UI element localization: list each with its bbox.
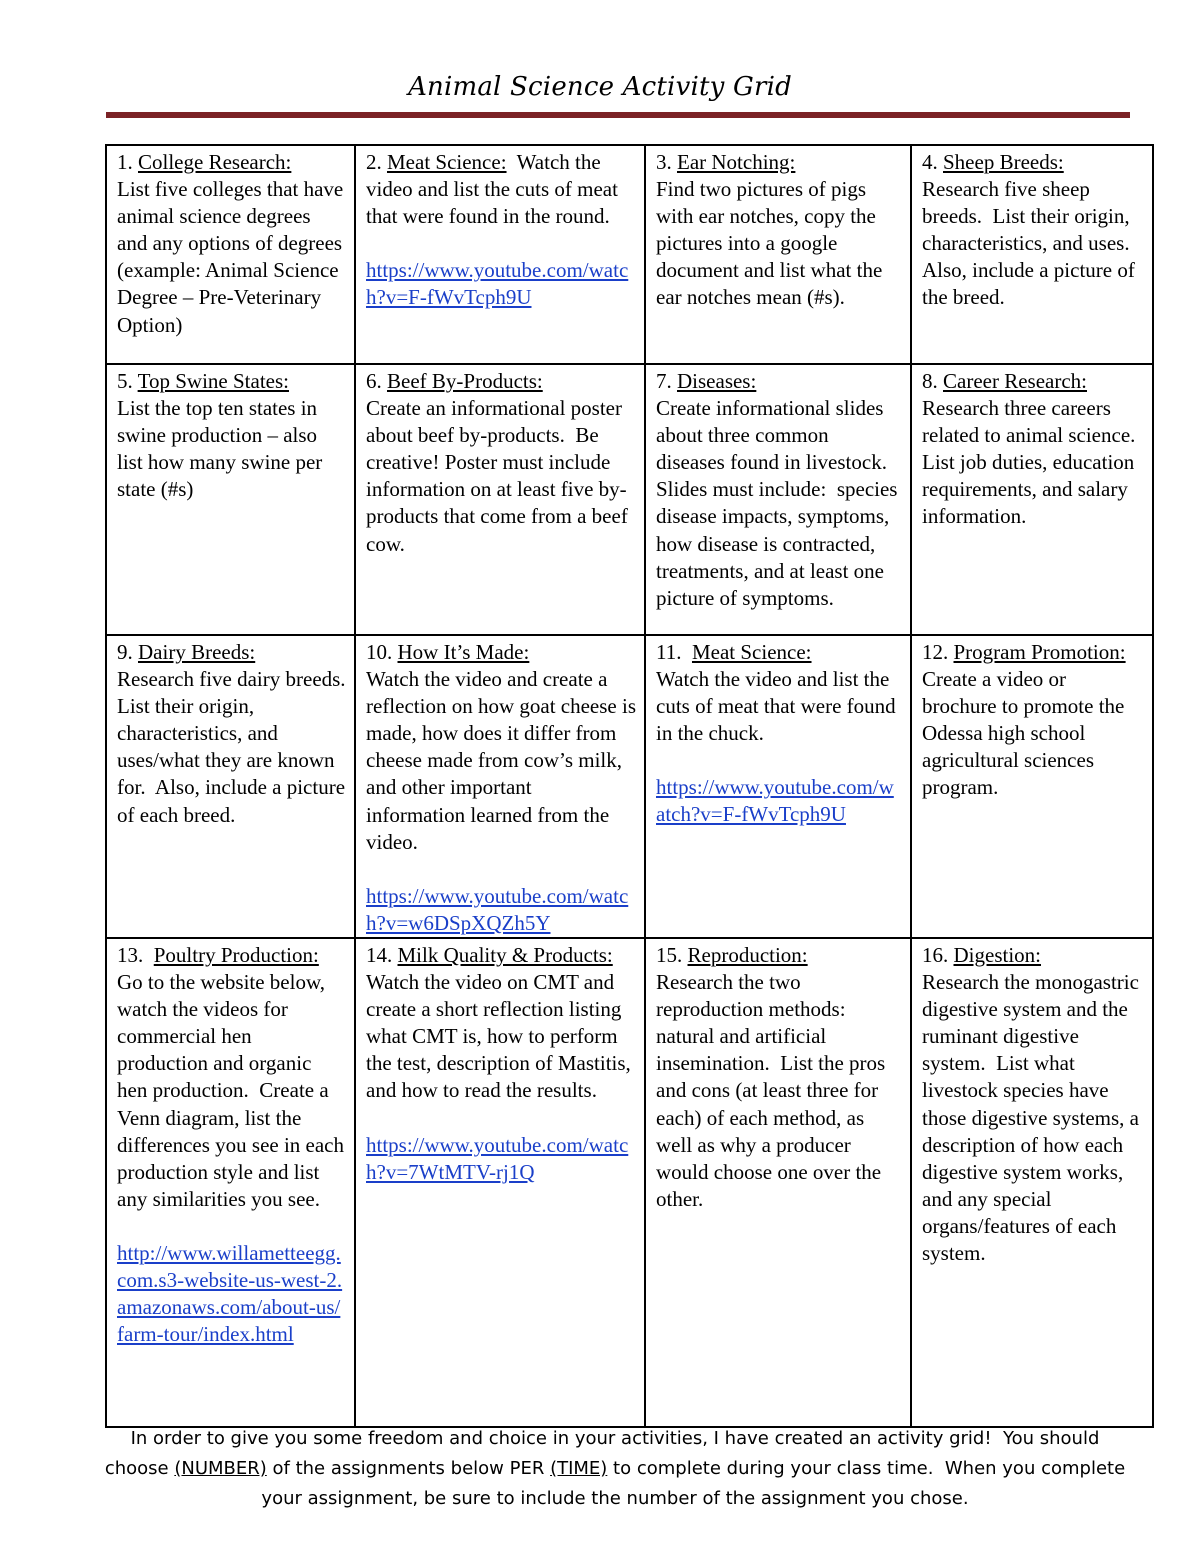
activity-number: 1. [117,150,138,174]
activity-heading: Diseases: [677,369,757,393]
grid-row [106,635,1153,938]
activity-number: 16. [922,942,954,967]
activity-description: Watch the video on CMT and create a short reflection listing what CMT is, how to perform the test, description of Mastitis, and how to read the results. [366,970,631,1103]
activity-heading: Poultry Production: [153,942,319,967]
activity-description: Go to the website below, watch the videos for commercial hen production and organic hen production. Create a Venn diagram, list the differences you see in each production style and list any similarities you see. [117,970,350,1211]
activity-number: 11. [656,640,692,664]
activity-number: 13. [117,942,154,967]
activity-number: 4. [922,150,943,174]
activity-number: 9. [117,640,138,664]
page-title: Animal Science Activity Grid [408,72,792,102]
activity-description: Research five dairy breeds. List their origin, characteristics, and uses/what they are known for. Also, include a picture of each breed. [117,667,357,827]
activity-cell-11 [645,635,911,938]
activity-number: 3. [656,150,677,174]
activity-cell-8 [911,364,1153,635]
instructions-text-1: In order to give you some freedom and choice in your activities, I have created an activity grid! You should choose [104,1428,1106,1479]
number-placeholder: (NUMBER) [174,1458,267,1479]
activity-heading: Program Promotion: [953,640,1126,664]
grid-row [106,145,1153,364]
time-placeholder: (TIME) [550,1458,608,1479]
activity-number: 12. [922,640,954,664]
activity-heading: College Research: [138,150,292,174]
activity-cell-2 [355,145,645,364]
activity-description: Watch the video and list the cuts of meat that were found in the chuck. [656,667,896,746]
activity-heading: Beef By-Products: [387,369,543,393]
activity-cell-10 [355,635,645,938]
activity-cell-12 [911,635,1153,938]
instructions-footer [100,1424,1130,1514]
activity-heading: Career Research: [943,369,1087,393]
instructions-text-2: of the assignments below PER [266,1458,551,1479]
activity-heading: Sheep Breeds: [943,150,1064,174]
activity-description: Watch the video and create a reflection on how goat cheese is made, how does it differ from cheese made from cow’s milk, and other important information learned from the video. [366,667,636,854]
activity-cell-6 [355,364,645,635]
activity-description: Create an informational poster about beef by-products. Be creative! Poster must include information on at least five by-products that come from a beef cow. [366,396,634,556]
activity-cell-13 [106,938,355,1427]
activity-number: 6. [366,369,387,393]
activity-description: Find two pictures of pigs with ear notches, copy the pictures into a google document and list what the ear notches mean (#s). [656,177,883,310]
activity-cell-15 [645,938,911,1427]
activity-heading: How It’s Made: [397,640,530,664]
activity-number: 14. [366,942,398,967]
activity-number: 8. [922,369,943,393]
activity-number: 5. [117,369,138,393]
activity-description: Research the monogastric digestive system and the ruminant digestive system. List what livestock species have those digestive systems, a description of how each digestive system works, and any special organs/features of each system. [922,970,1145,1265]
activity-cell-16 [911,938,1153,1427]
activity-heading: Digestion: [953,942,1041,967]
website-link[interactable]: http://www.willametteegg.com.s3-website-us-west-2.amazonaws.com/about-us/farm-tour/index.html [117,1240,343,1347]
activity-description: Research five sheep breeds. List their origin, characteristics, and uses. Also, include a picture of the breed. [922,177,1141,310]
activity-description: Research three careers related to animal science. List job duties, education requirements, and salary information. [922,396,1146,529]
video-link[interactable]: https://www.youtube.com/watch?v=F-fWvTcph9U [656,775,894,827]
activity-description: List five colleges that have animal science degrees and any options of degrees (example: Animal Science Degree – Pre-Veterinary Option) [117,177,344,337]
activity-heading: Reproduction: [687,942,808,967]
grid-row [106,364,1153,635]
video-link[interactable]: https://www.youtube.com/watch?v=7WtMTV-rj1Q [366,1132,629,1184]
activity-number: 2. [366,150,387,174]
video-link[interactable]: https://www.youtube.com/watch?v=F-fWvTcph9U [366,258,629,310]
activity-cell-14 [355,938,645,1427]
activity-description: Research the two reproduction methods: natural and artificial insemination. List the pros and cons (at least three for each) of each method, as well as why a producer would choose one over the other. [656,970,891,1211]
grid-row [106,938,1153,1427]
activity-number: 15. [656,942,688,967]
activity-cell-5 [106,364,355,635]
activity-grid [105,144,1154,1428]
title-divider [106,112,1130,118]
activity-heading: Meat Science: [691,640,812,664]
activity-description: Create a video or brochure to promote the Odessa high school agricultural sciences program. [922,667,1125,800]
activity-heading: Dairy Breeds: [138,640,256,664]
video-link[interactable]: https://www.youtube.com/watch?v=w6DSpXQZh5Y [366,883,629,935]
activity-cell-4 [911,145,1153,364]
activity-cell-3 [645,145,911,364]
activity-number: 7. [656,369,677,393]
activity-cell-9 [106,635,355,938]
activity-cell-1 [106,145,355,364]
activity-heading: Top Swine States: [137,369,289,393]
activity-heading: Milk Quality & Products: [397,942,613,967]
activity-description: Watch the video and list the cuts of meat that were found in the round. [366,150,624,229]
activity-heading: Ear Notching: [677,150,796,174]
activity-description: List the top ten states in swine production – also list how many swine per state (#s) [117,396,323,502]
activity-heading: Meat Science: [387,150,507,174]
activity-description: Create informational slides about three common diseases found in livestock. Slides must include: species disease impacts, symptoms, how disease is contracted, treatments, and at least one picture of symptoms. [656,396,903,610]
instructions-text-3: to complete during your class time. When you complete your assignment, be sure to include the number of the assignment you chose. [261,1458,1131,1509]
activity-cell-7 [645,364,911,635]
activity-number: 10. [366,640,398,664]
